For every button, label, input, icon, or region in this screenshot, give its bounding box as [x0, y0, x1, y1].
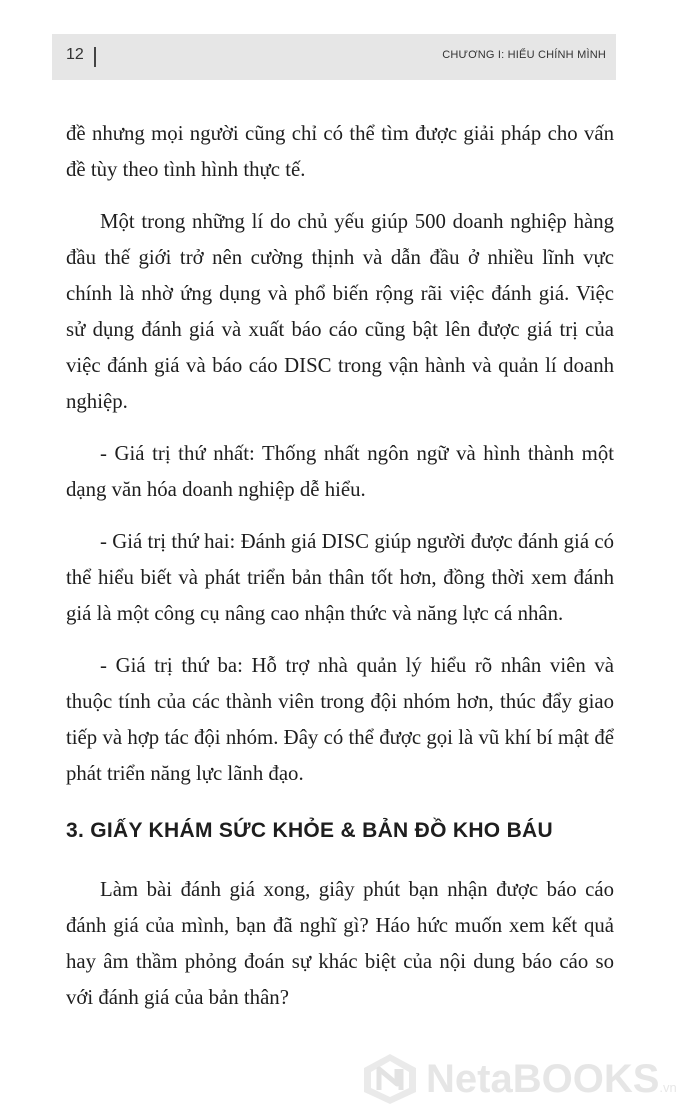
netabooks-logo-icon [360, 1052, 420, 1106]
list-item-value-2: - Giá trị thứ hai: Đánh giá DISC giúp người được đánh giá có thể hiểu biết và phát triển bản thân tốt hơn, đồng thời xem đánh giá là một công cụ nâng cao nhận thức và năng lực cá nhân. [66, 530, 614, 625]
watermark [360, 1052, 682, 1106]
watermark-brand: NetaBOOKS [426, 1057, 660, 1101]
paragraph-continuation: đề nhưng mọi người cũng chỉ có thể tìm được giải pháp cho vấn đề tùy theo tình hình thực tế. [66, 122, 614, 181]
page-number: 12 [66, 46, 84, 63]
watermark-suffix: .vn [659, 1080, 677, 1095]
chapter-title: CHƯƠNG I: HIỂU CHÍNH MÌNH [442, 49, 606, 61]
watermark-text [426, 1052, 677, 1115]
list-item-value-3: - Giá trị thứ ba: Hỗ trợ nhà quản lý hiểu rõ nhân viên và thuộc tính của các thành viên trong đội nhóm hơn, thúc đẩy giao tiếp và hợp tác đội nhóm. Đây có thể được gọi là vũ khí bí mật để phát triển năng lực lãnh đạo. [66, 654, 614, 785]
list-item-value-1: - Giá trị thứ nhất: Thống nhất ngôn ngữ và hình thành một dạng văn hóa doanh nghiệp dễ hiểu. [66, 442, 614, 501]
header-divider [94, 47, 96, 67]
page-body [66, 116, 614, 1032]
page-header [52, 34, 616, 80]
section-heading: 3. GIẤY KHÁM SỨC KHỎE & BẢN ĐỒ KHO BÁU [66, 819, 553, 842]
paragraph: Một trong những lí do chủ yếu giúp 500 doanh nghiệp hàng đầu thế giới trở nên cường thịnh và dẫn đầu ở nhiều lĩnh vực chính là nhờ ứng dụng và phổ biến rộng rãi việc đánh giá. Việc sử dụng đánh giá và xuất báo cáo cũng bật lên được giá trị của việc đánh giá và báo cáo DISC trong vận hành và quản lí doanh nghiệp. [66, 210, 614, 413]
section-paragraph: Làm bài đánh giá xong, giây phút bạn nhận được báo cáo đánh giá của mình, bạn đã nghĩ gì? Háo hức muốn xem kết quả hay âm thầm phỏng đoán sự khác biệt của nội dung báo cáo so với đánh giá của bản thân? [66, 878, 614, 1009]
